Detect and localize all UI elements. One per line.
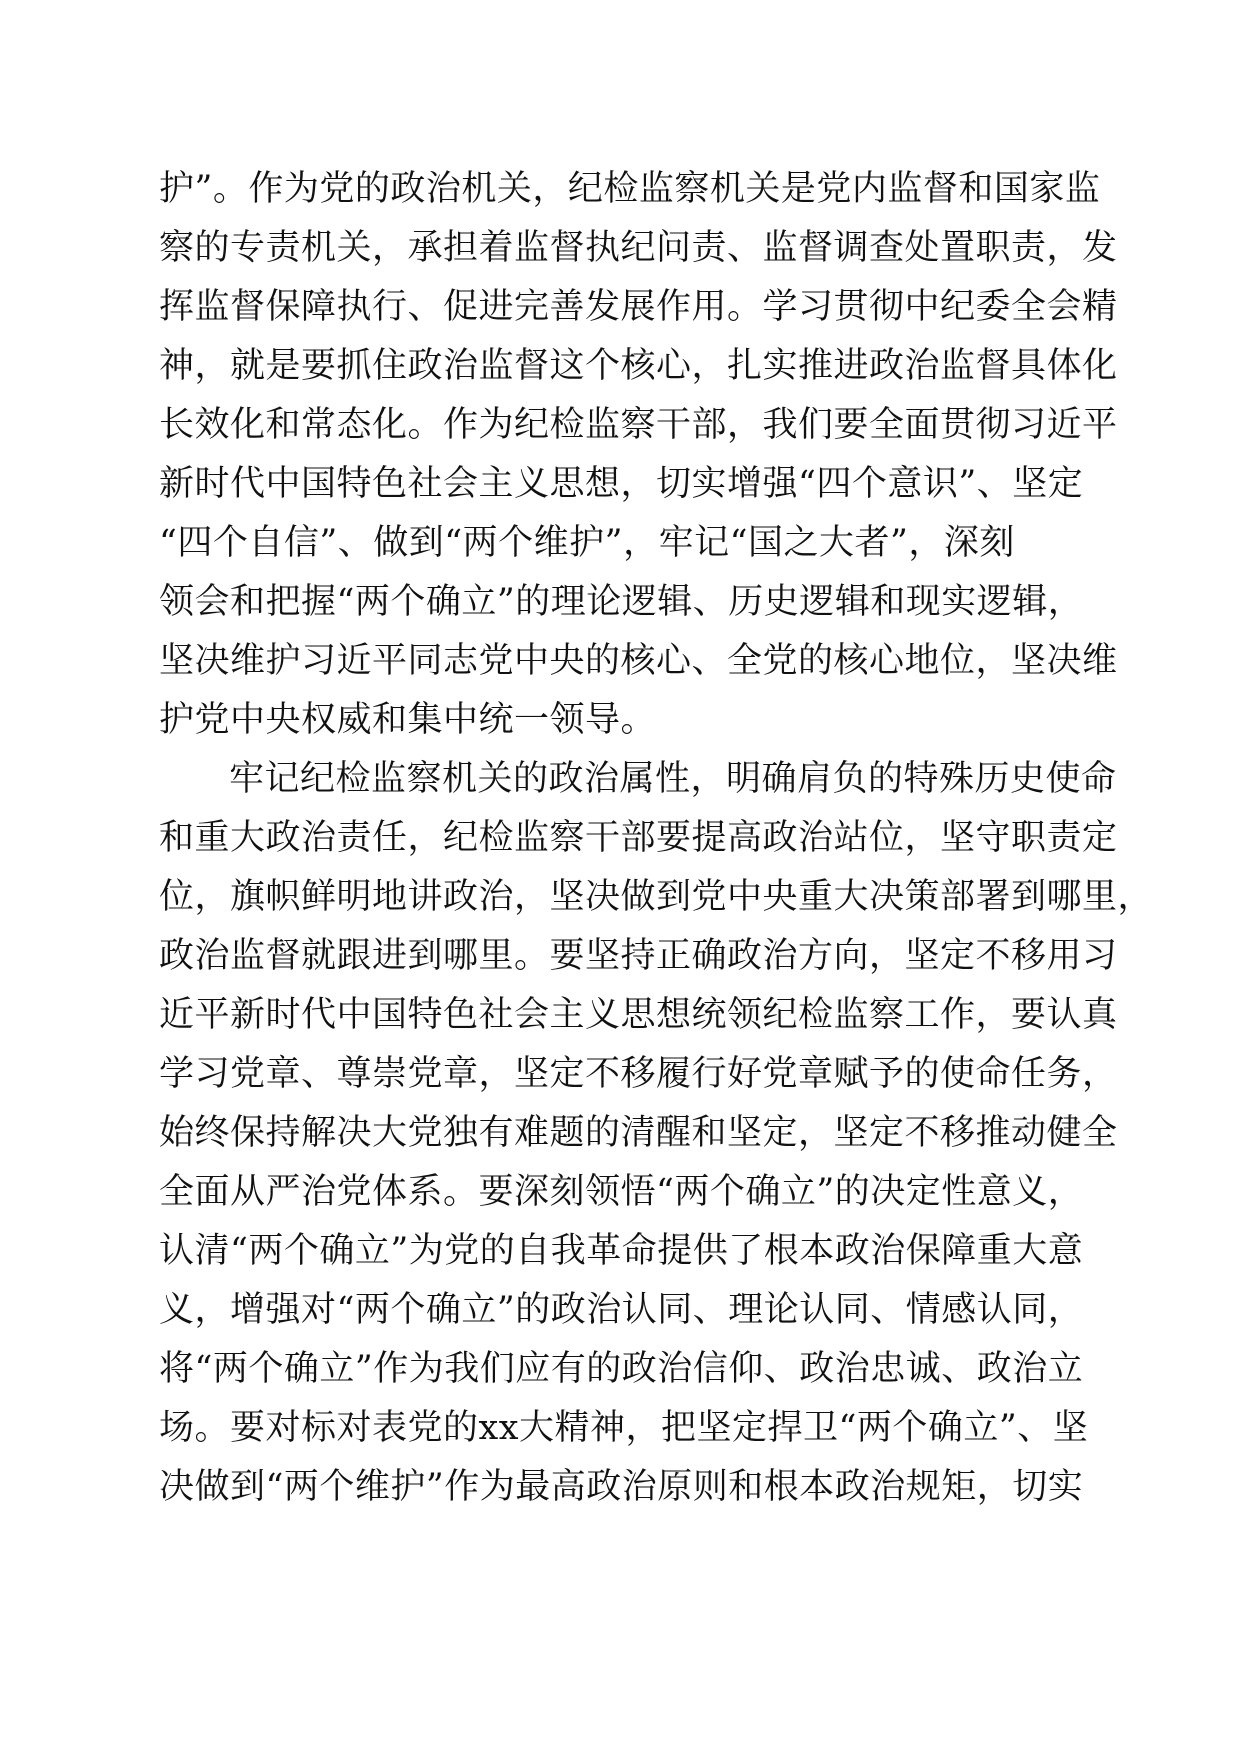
text-line: 位，旗帜鲜明地讲政治，坚决做到党中央重大决策部署到哪里， [159, 877, 1154, 917]
text-line: 学习党章、尊崇党章，坚定不移履行好党章赋予的使命任务， [159, 1054, 1118, 1094]
text-line: 决做到“两个维护”作为最高政治原则和根本政治规矩，切实 [159, 1467, 1084, 1507]
text-line: 挥监督保障执行、促进完善发展作用。学习贯彻中纪委全会精 [159, 287, 1118, 327]
text-line: 护”。作为党的政治机关，纪检监察机关是党内监督和国家监 [159, 169, 1101, 209]
document-body [159, 160, 1154, 1517]
text-line: 护党中央权威和集中统一领导。 [159, 700, 657, 740]
text-line: 领会和把握“两个确立”的理论逻辑、历史逻辑和现实逻辑， [159, 582, 1084, 622]
text-line: 全面从严治党体系。要深刻领悟“两个确立”的决定性意义， [159, 1172, 1084, 1212]
text-line: 新时代中国特色社会主义思想，切实增强“四个意识”、坚定 [159, 464, 1084, 504]
text-line: 近平新时代中国特色社会主义思想统领纪检监察工作，要认真 [159, 995, 1118, 1035]
text-line: “四个自信”、做到“两个维护”，牢记“国之大者”，深刻 [159, 523, 1015, 563]
text-line: 场。要对标对表党的xx大精神，把坚定捍卫“两个确立”、坚 [159, 1408, 1089, 1448]
text-line-indented: 牢记纪检监察机关的政治属性，明确肩负的特殊历史使命 [229, 759, 1117, 799]
text-line: 始终保持解决大党独有难题的清醒和坚定，坚定不移推动健全 [159, 1113, 1118, 1153]
text-line: 义，增强对“两个确立”的政治认同、理论认同、情感认同， [159, 1290, 1084, 1330]
text-line: 将“两个确立”作为我们应有的政治信仰、政治忠诚、政治立 [159, 1349, 1084, 1389]
text-line: 政治监督就跟进到哪里。要坚持正确政治方向，坚定不移用习 [159, 936, 1118, 976]
paragraph-continuation [159, 160, 1118, 750]
text-line: 长效化和常态化。作为纪检监察干部，我们要全面贯彻习近平 [159, 405, 1118, 445]
text-line: 和重大政治责任，纪检监察干部要提高政治站位，坚守职责定 [159, 818, 1118, 858]
text-line: 认清“两个确立”为党的自我革命提供了根本政治保障重大意 [159, 1231, 1084, 1271]
text-line: 神，就是要抓住政治监督这个核心，扎实推进政治监督具体化 [159, 346, 1118, 386]
text-line: 坚决维护习近平同志党中央的核心、全党的核心地位，坚决维 [159, 641, 1118, 681]
paragraph-political-attribute [159, 750, 1154, 1517]
text-line: 察的专责机关，承担着监督执纪问责、监督调查处置职责，发 [159, 228, 1118, 268]
